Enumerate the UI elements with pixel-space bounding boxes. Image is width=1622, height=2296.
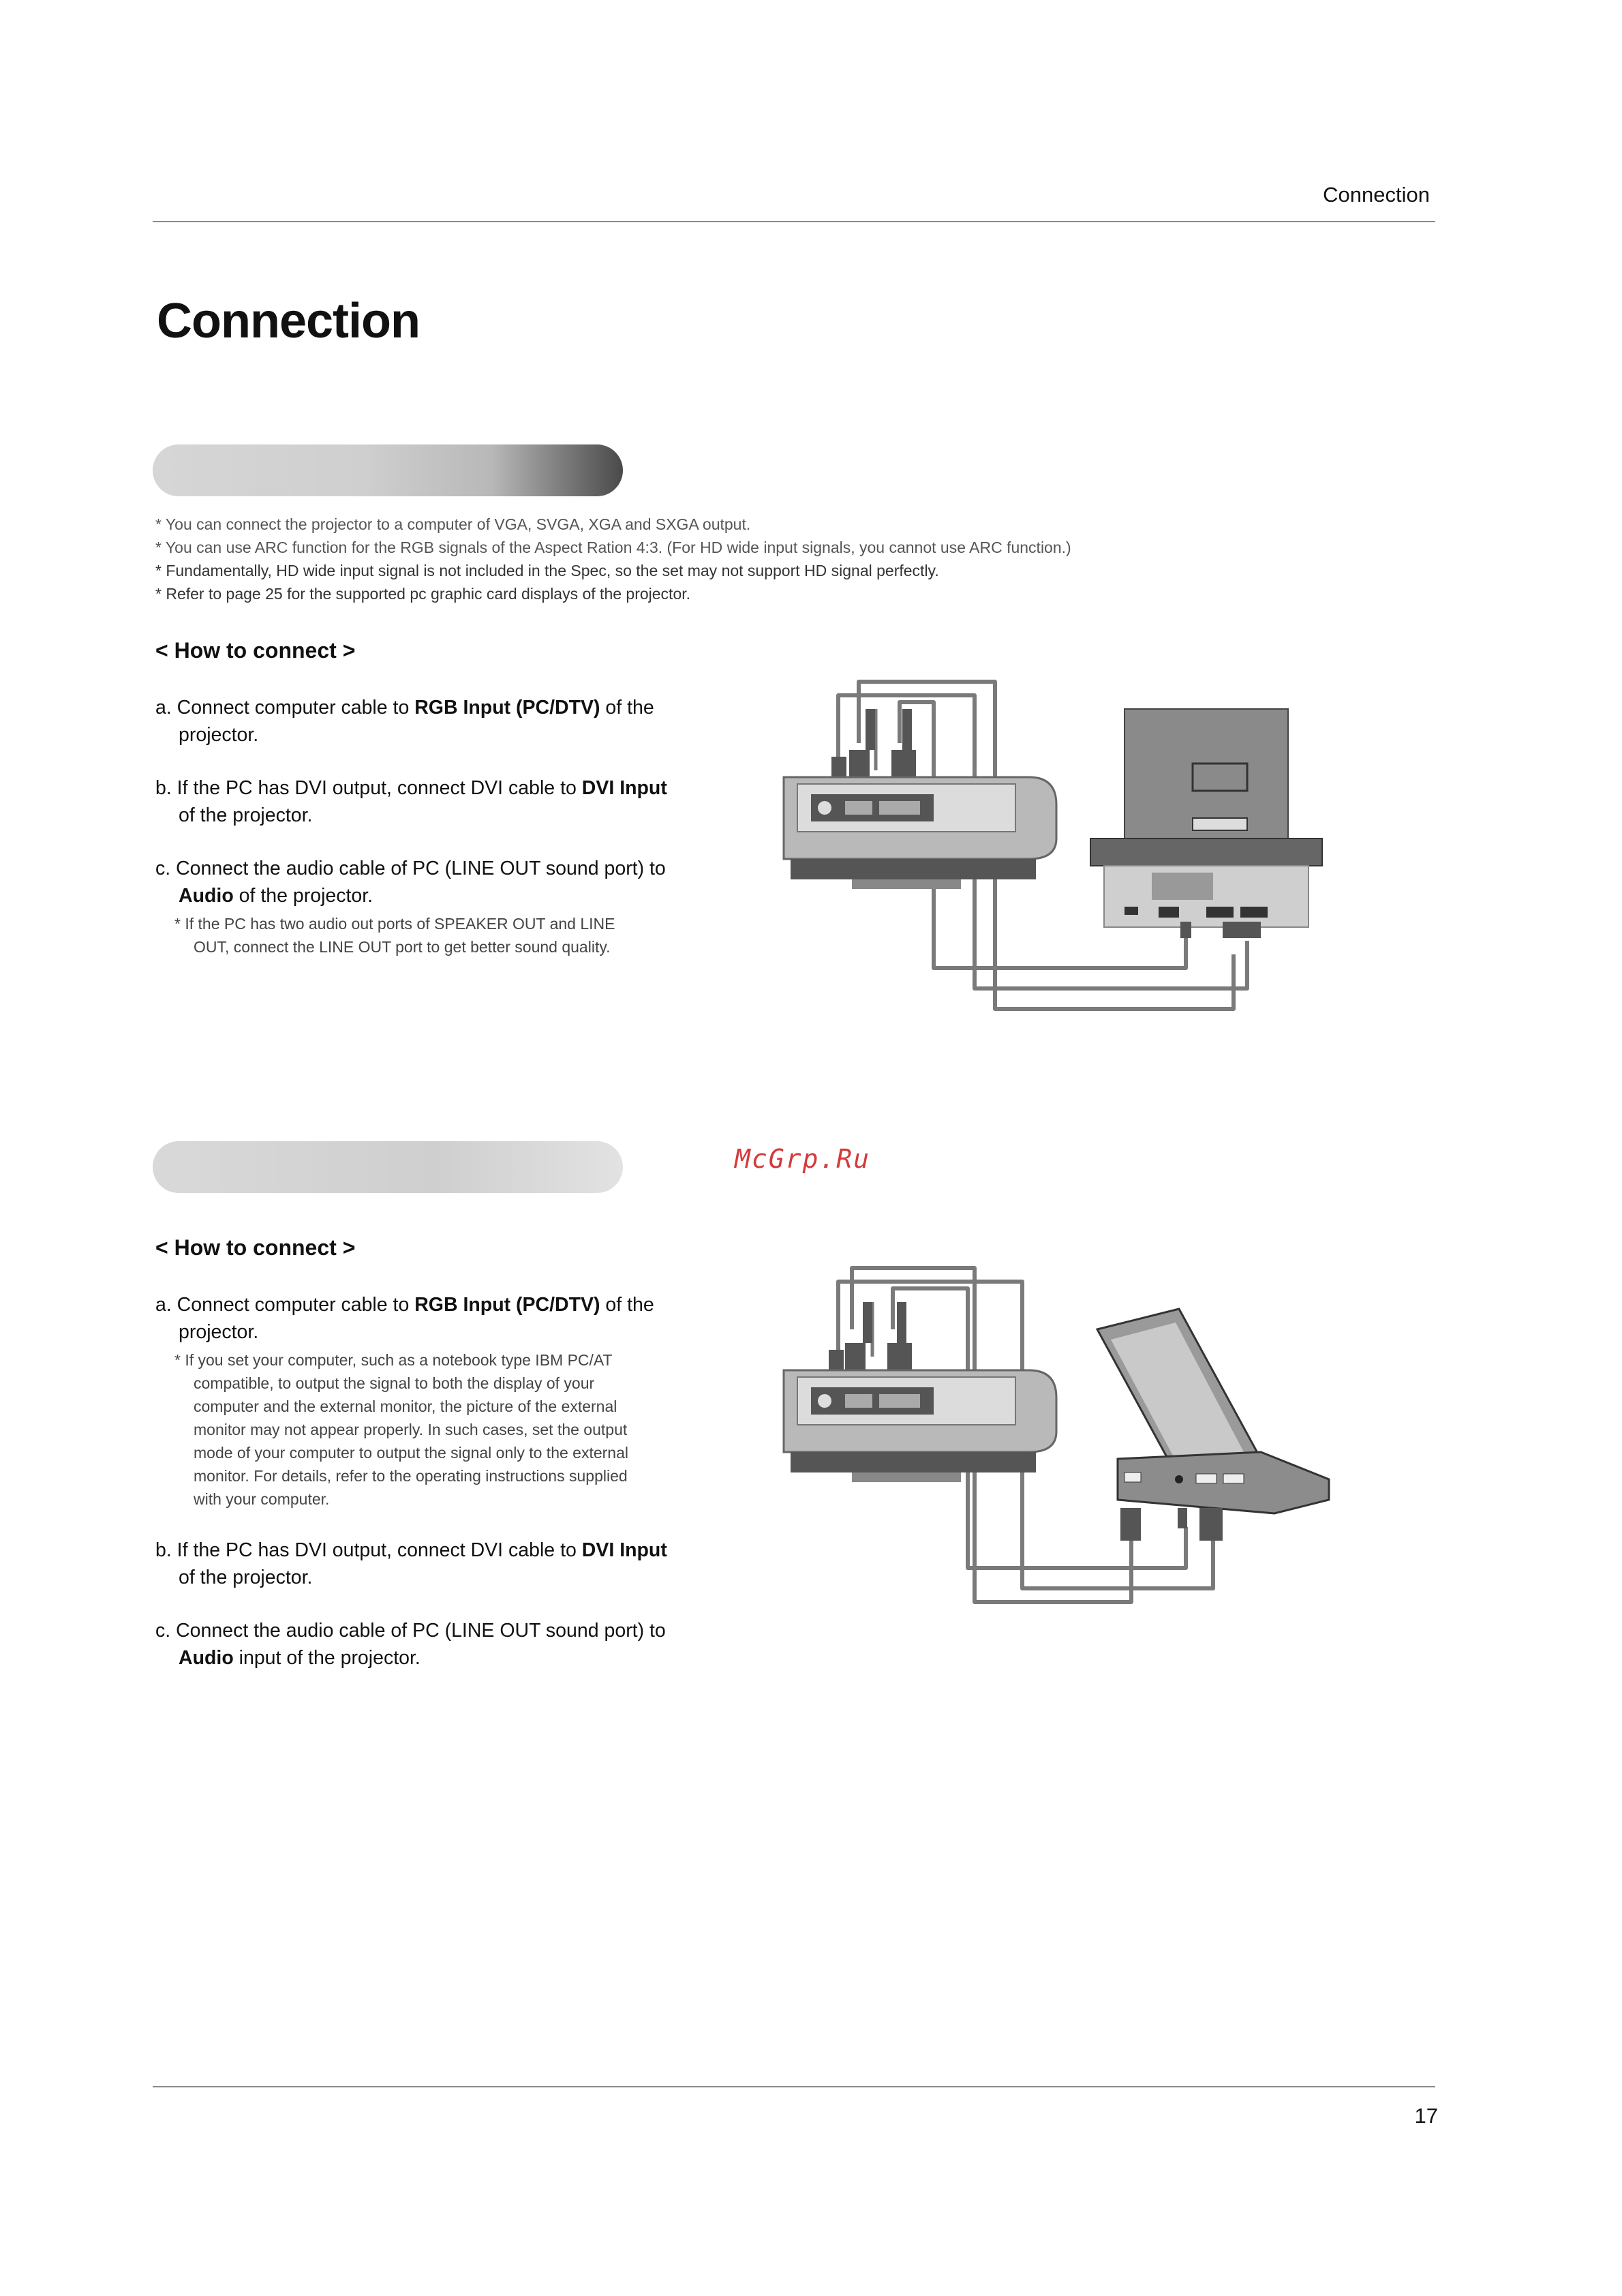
step-text: input of the projector.: [233, 1647, 420, 1669]
note-line: monitor may not appear properly. In such cases, set the output: [194, 1421, 628, 1438]
step-text: a. Connect computer cable to: [155, 697, 415, 719]
note-line: monitor. For details, refer to the operating instructions supplied: [194, 1467, 628, 1485]
desktop-computer-icon: [1090, 709, 1322, 927]
step-text: projector.: [179, 1321, 259, 1343]
projector-icon: [784, 1370, 1056, 1482]
note-line: * If the PC has two audio out ports of SPEAKER OUT and LINE: [174, 915, 615, 933]
step-c: [155, 1617, 701, 1672]
step-text: b. If the PC has DVI output, connect DVI cable to: [155, 777, 582, 799]
note-line: with your computer.: [194, 1490, 330, 1508]
step-text: c. Connect the audio cable of PC (LINE OUT sound port) to: [155, 858, 666, 879]
note-line: computer and the external monitor, the picture of the external: [194, 1398, 617, 1415]
step-b: [155, 774, 701, 829]
audio-label: Audio: [179, 885, 234, 907]
step-b: [155, 1537, 701, 1591]
running-header: Connection: [1323, 183, 1430, 207]
note-line: compatible, to output the signal to both the display of your: [194, 1374, 595, 1392]
step-text: of the projector.: [233, 885, 373, 907]
step-text: of the: [600, 697, 654, 719]
step-text: of the projector.: [179, 1567, 313, 1588]
note-line: * If you set your computer, such as a notebook type IBM PC/AT: [174, 1351, 613, 1369]
rgb-input-label: RGB Input (PC/DTV): [414, 1294, 600, 1316]
step-text: b. If the PC has DVI output, connect DVI cable to: [155, 1539, 582, 1561]
note-item: * You can use ARC function for the RGB signals of the Aspect Ration 4:3. (For HD wide input signals, you cannot use ARC function.): [155, 539, 1071, 556]
note-item: * Refer to page 25 for the supported pc graphic card displays of the projector.: [155, 585, 691, 603]
step-a: [155, 1291, 701, 1511]
rgb-input-label: RGB Input (PC/DTV): [414, 697, 600, 719]
page-title: Connection: [157, 294, 420, 348]
diagram-projector-to-pc: [770, 668, 1329, 1036]
step-text: of the: [600, 1294, 654, 1316]
step-c: [155, 855, 701, 958]
step-note: [155, 912, 701, 958]
step-text: of the projector.: [179, 804, 313, 826]
step-a: [155, 694, 701, 749]
note-line: OUT, connect the LINE OUT port to get better sound quality.: [194, 938, 611, 956]
how-to-connect-heading: < How to connect >: [155, 638, 356, 663]
audio-label: Audio: [179, 1647, 234, 1669]
steps-list: [155, 1291, 701, 1672]
notebook-computer-icon: [1097, 1309, 1329, 1513]
footer-rule: [153, 2086, 1435, 2087]
note-item: * Fundamentally, HD wide input signal is not included in the Spec, so the set may not support HD signal perfectly.: [155, 562, 939, 579]
step-text: a. Connect computer cable to: [155, 1294, 415, 1316]
header-rule: [153, 221, 1435, 222]
watermark: McGrp.Ru: [735, 1144, 871, 1174]
note-item: * You can connect the projector to a computer of VGA, SVGA, XGA and SXGA output.: [155, 515, 751, 533]
note-line: mode of your computer to output the signal only to the external: [194, 1444, 628, 1462]
section-bar-pc: [153, 444, 623, 496]
notes-list: [155, 513, 1314, 605]
dvi-input-label: DVI Input: [581, 1539, 667, 1561]
section-bar-notebook: [153, 1141, 623, 1193]
page-number: 17: [1414, 2104, 1438, 2128]
step-text: c. Connect the audio cable of PC (LINE OUT sound port) to: [155, 1620, 666, 1642]
diagram-projector-to-notebook: [770, 1254, 1343, 1622]
steps-list: [155, 694, 701, 958]
dvi-input-label: DVI Input: [581, 777, 667, 799]
step-note: [155, 1348, 701, 1511]
how-to-connect-heading: < How to connect >: [155, 1235, 356, 1260]
step-text: projector.: [179, 724, 259, 746]
projector-icon: [784, 777, 1056, 889]
